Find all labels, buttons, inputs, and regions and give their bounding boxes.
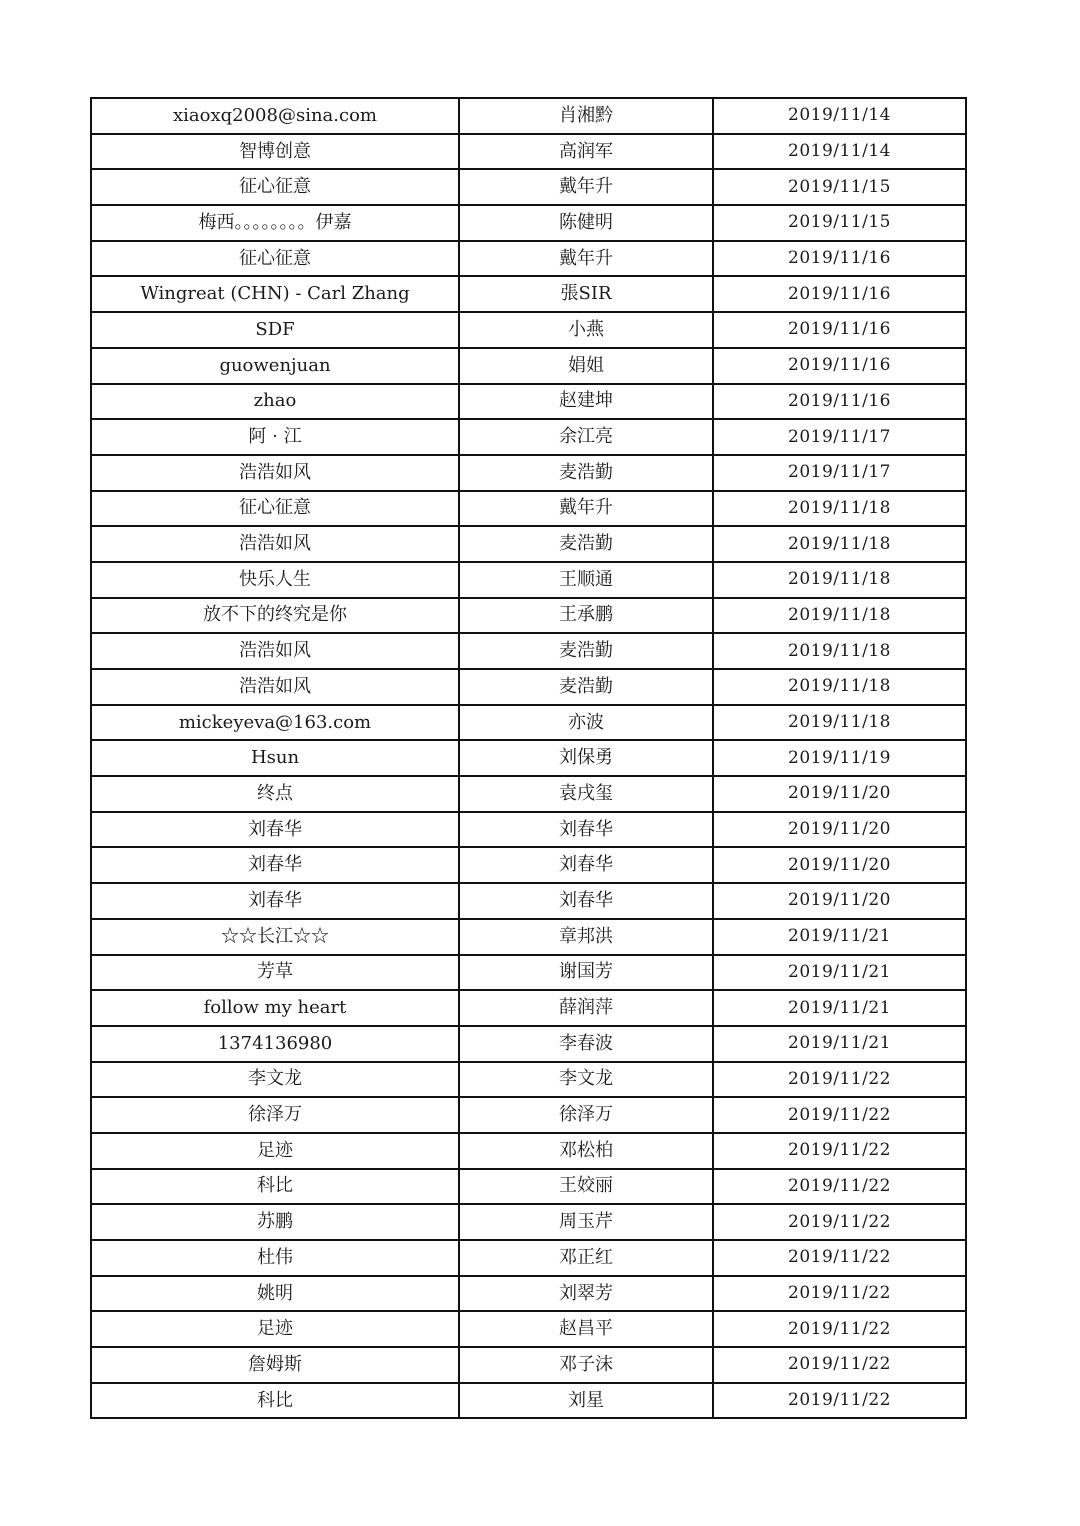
date-cell: 2019/11/21: [713, 919, 966, 955]
name-cell: 陈健明: [459, 205, 713, 241]
name-cell: 娟姐: [459, 348, 713, 384]
date-cell: 2019/11/16: [713, 312, 966, 348]
nickname-cell: 足迹: [91, 1133, 459, 1169]
date-cell: 2019/11/16: [713, 276, 966, 312]
nickname-cell: 浩浩如风: [91, 633, 459, 669]
date-cell: 2019/11/16: [713, 348, 966, 384]
nickname-cell: 智博创意: [91, 134, 459, 170]
table-row: [91, 1097, 966, 1133]
nickname-cell: 征心征意: [91, 169, 459, 205]
date-cell: 2019/11/22: [713, 1133, 966, 1169]
table-row: [91, 990, 966, 1026]
nickname-cell: 徐泽万: [91, 1097, 459, 1133]
table-row: [91, 455, 966, 491]
name-cell: 麦浩勤: [459, 455, 713, 491]
date-cell: 2019/11/18: [713, 705, 966, 741]
name-cell: 刘保勇: [459, 740, 713, 776]
date-cell: 2019/11/21: [713, 990, 966, 1026]
date-cell: 2019/11/22: [713, 1383, 966, 1419]
date-cell: 2019/11/20: [713, 883, 966, 919]
table-row: [91, 1169, 966, 1205]
nickname-cell: xiaoxq2008@sina.com: [91, 98, 459, 134]
table-row: [91, 169, 966, 205]
nickname-cell: Wingreat (CHN) - Carl Zhang: [91, 276, 459, 312]
date-cell: 2019/11/17: [713, 419, 966, 455]
table-row: [91, 919, 966, 955]
name-cell: 高润军: [459, 134, 713, 170]
nickname-cell: 科比: [91, 1383, 459, 1419]
name-cell: 戴年升: [459, 241, 713, 277]
table-row: [91, 205, 966, 241]
name-cell: 赵建坤: [459, 384, 713, 420]
date-cell: 2019/11/22: [713, 1097, 966, 1133]
table-row: [91, 241, 966, 277]
table-row: [91, 98, 966, 134]
nickname-cell: 詹姆斯: [91, 1347, 459, 1383]
date-cell: 2019/11/22: [713, 1276, 966, 1312]
nickname-cell: 李文龙: [91, 1062, 459, 1098]
date-cell: 2019/11/16: [713, 241, 966, 277]
date-cell: 2019/11/16: [713, 384, 966, 420]
table-row: [91, 1311, 966, 1347]
nickname-cell: 梅西。。。。。。。。伊嘉: [91, 205, 459, 241]
table-row: [91, 705, 966, 741]
table-row: [91, 1240, 966, 1276]
table-row: [91, 1062, 966, 1098]
name-cell: 邓正红: [459, 1240, 713, 1276]
date-cell: 2019/11/22: [713, 1311, 966, 1347]
name-cell: 李文龙: [459, 1062, 713, 1098]
table-row: [91, 1133, 966, 1169]
table-row: [91, 312, 966, 348]
nickname-cell: 刘春华: [91, 883, 459, 919]
name-cell: 小燕: [459, 312, 713, 348]
date-cell: 2019/11/18: [713, 562, 966, 598]
name-cell: 袁戌玺: [459, 776, 713, 812]
nickname-cell: 阿 · 江: [91, 419, 459, 455]
date-cell: 2019/11/22: [713, 1347, 966, 1383]
table-row: [91, 384, 966, 420]
nickname-cell: 浩浩如风: [91, 669, 459, 705]
name-cell: 肖湘黔: [459, 98, 713, 134]
date-cell: 2019/11/19: [713, 740, 966, 776]
nickname-cell: SDF: [91, 312, 459, 348]
date-cell: 2019/11/22: [713, 1240, 966, 1276]
nickname-cell: 征心征意: [91, 491, 459, 527]
name-cell: 章邦洪: [459, 919, 713, 955]
nickname-cell: ☆☆长江☆☆: [91, 919, 459, 955]
date-cell: 2019/11/14: [713, 134, 966, 170]
table-row: [91, 669, 966, 705]
nickname-cell: 浩浩如风: [91, 455, 459, 491]
name-cell: 麦浩勤: [459, 669, 713, 705]
table-row: [91, 883, 966, 919]
table-row: [91, 1347, 966, 1383]
date-cell: 2019/11/21: [713, 955, 966, 991]
name-cell: 張SIR: [459, 276, 713, 312]
date-cell: 2019/11/18: [713, 633, 966, 669]
date-cell: 2019/11/22: [713, 1204, 966, 1240]
nickname-cell: 终点: [91, 776, 459, 812]
table-row: [91, 633, 966, 669]
name-cell: 王承鹏: [459, 598, 713, 634]
date-cell: 2019/11/22: [713, 1169, 966, 1205]
records-table: [90, 97, 967, 1419]
nickname-cell: 1374136980: [91, 1026, 459, 1062]
nickname-cell: 姚明: [91, 1276, 459, 1312]
nickname-cell: 科比: [91, 1169, 459, 1205]
date-cell: 2019/11/15: [713, 169, 966, 205]
date-cell: 2019/11/20: [713, 776, 966, 812]
name-cell: 麦浩勤: [459, 633, 713, 669]
date-cell: 2019/11/18: [713, 669, 966, 705]
nickname-cell: 苏鹏: [91, 1204, 459, 1240]
name-cell: 王顺通: [459, 562, 713, 598]
name-cell: 刘春华: [459, 812, 713, 848]
nickname-cell: 芳草: [91, 955, 459, 991]
name-cell: 邓松柏: [459, 1133, 713, 1169]
nickname-cell: 放不下的终究是你: [91, 598, 459, 634]
table-row: [91, 812, 966, 848]
name-cell: 刘春华: [459, 847, 713, 883]
date-cell: 2019/11/20: [713, 812, 966, 848]
table-row: [91, 348, 966, 384]
date-cell: 2019/11/18: [713, 598, 966, 634]
table-row: [91, 776, 966, 812]
name-cell: 周玉芹: [459, 1204, 713, 1240]
nickname-cell: 浩浩如风: [91, 526, 459, 562]
nickname-cell: 刘春华: [91, 847, 459, 883]
nickname-cell: 足迹: [91, 1311, 459, 1347]
table-row: [91, 276, 966, 312]
name-cell: 李春波: [459, 1026, 713, 1062]
name-cell: 薛润萍: [459, 990, 713, 1026]
date-cell: 2019/11/18: [713, 491, 966, 527]
name-cell: 刘春华: [459, 883, 713, 919]
date-cell: 2019/11/14: [713, 98, 966, 134]
date-cell: 2019/11/15: [713, 205, 966, 241]
table-row: [91, 847, 966, 883]
name-cell: 亦波: [459, 705, 713, 741]
nickname-cell: 杜伟: [91, 1240, 459, 1276]
date-cell: 2019/11/18: [713, 526, 966, 562]
nickname-cell: guowenjuan: [91, 348, 459, 384]
name-cell: 赵昌平: [459, 1311, 713, 1347]
table-row: [91, 134, 966, 170]
table-row: [91, 740, 966, 776]
table-row: [91, 419, 966, 455]
table-row: [91, 598, 966, 634]
name-cell: 谢国芳: [459, 955, 713, 991]
nickname-cell: 刘春华: [91, 812, 459, 848]
date-cell: 2019/11/20: [713, 847, 966, 883]
nickname-cell: mickeyeva@163.com: [91, 705, 459, 741]
name-cell: 余江亮: [459, 419, 713, 455]
name-cell: 戴年升: [459, 169, 713, 205]
nickname-cell: zhao: [91, 384, 459, 420]
table-row: [91, 1026, 966, 1062]
table-row: [91, 491, 966, 527]
date-cell: 2019/11/21: [713, 1026, 966, 1062]
name-cell: 戴年升: [459, 491, 713, 527]
nickname-cell: follow my heart: [91, 990, 459, 1026]
name-cell: 麦浩勤: [459, 526, 713, 562]
name-cell: 刘翠芳: [459, 1276, 713, 1312]
table-row: [91, 1383, 966, 1419]
name-cell: 邓子沫: [459, 1347, 713, 1383]
date-cell: 2019/11/22: [713, 1062, 966, 1098]
name-cell: 徐泽万: [459, 1097, 713, 1133]
table-row: [91, 562, 966, 598]
nickname-cell: 征心征意: [91, 241, 459, 277]
table-row: [91, 526, 966, 562]
nickname-cell: Hsun: [91, 740, 459, 776]
date-cell: 2019/11/17: [713, 455, 966, 491]
nickname-cell: 快乐人生: [91, 562, 459, 598]
name-cell: 刘星: [459, 1383, 713, 1419]
table-row: [91, 955, 966, 991]
table-row: [91, 1204, 966, 1240]
records-table-body: [91, 98, 966, 1418]
table-row: [91, 1276, 966, 1312]
name-cell: 王姣丽: [459, 1169, 713, 1205]
